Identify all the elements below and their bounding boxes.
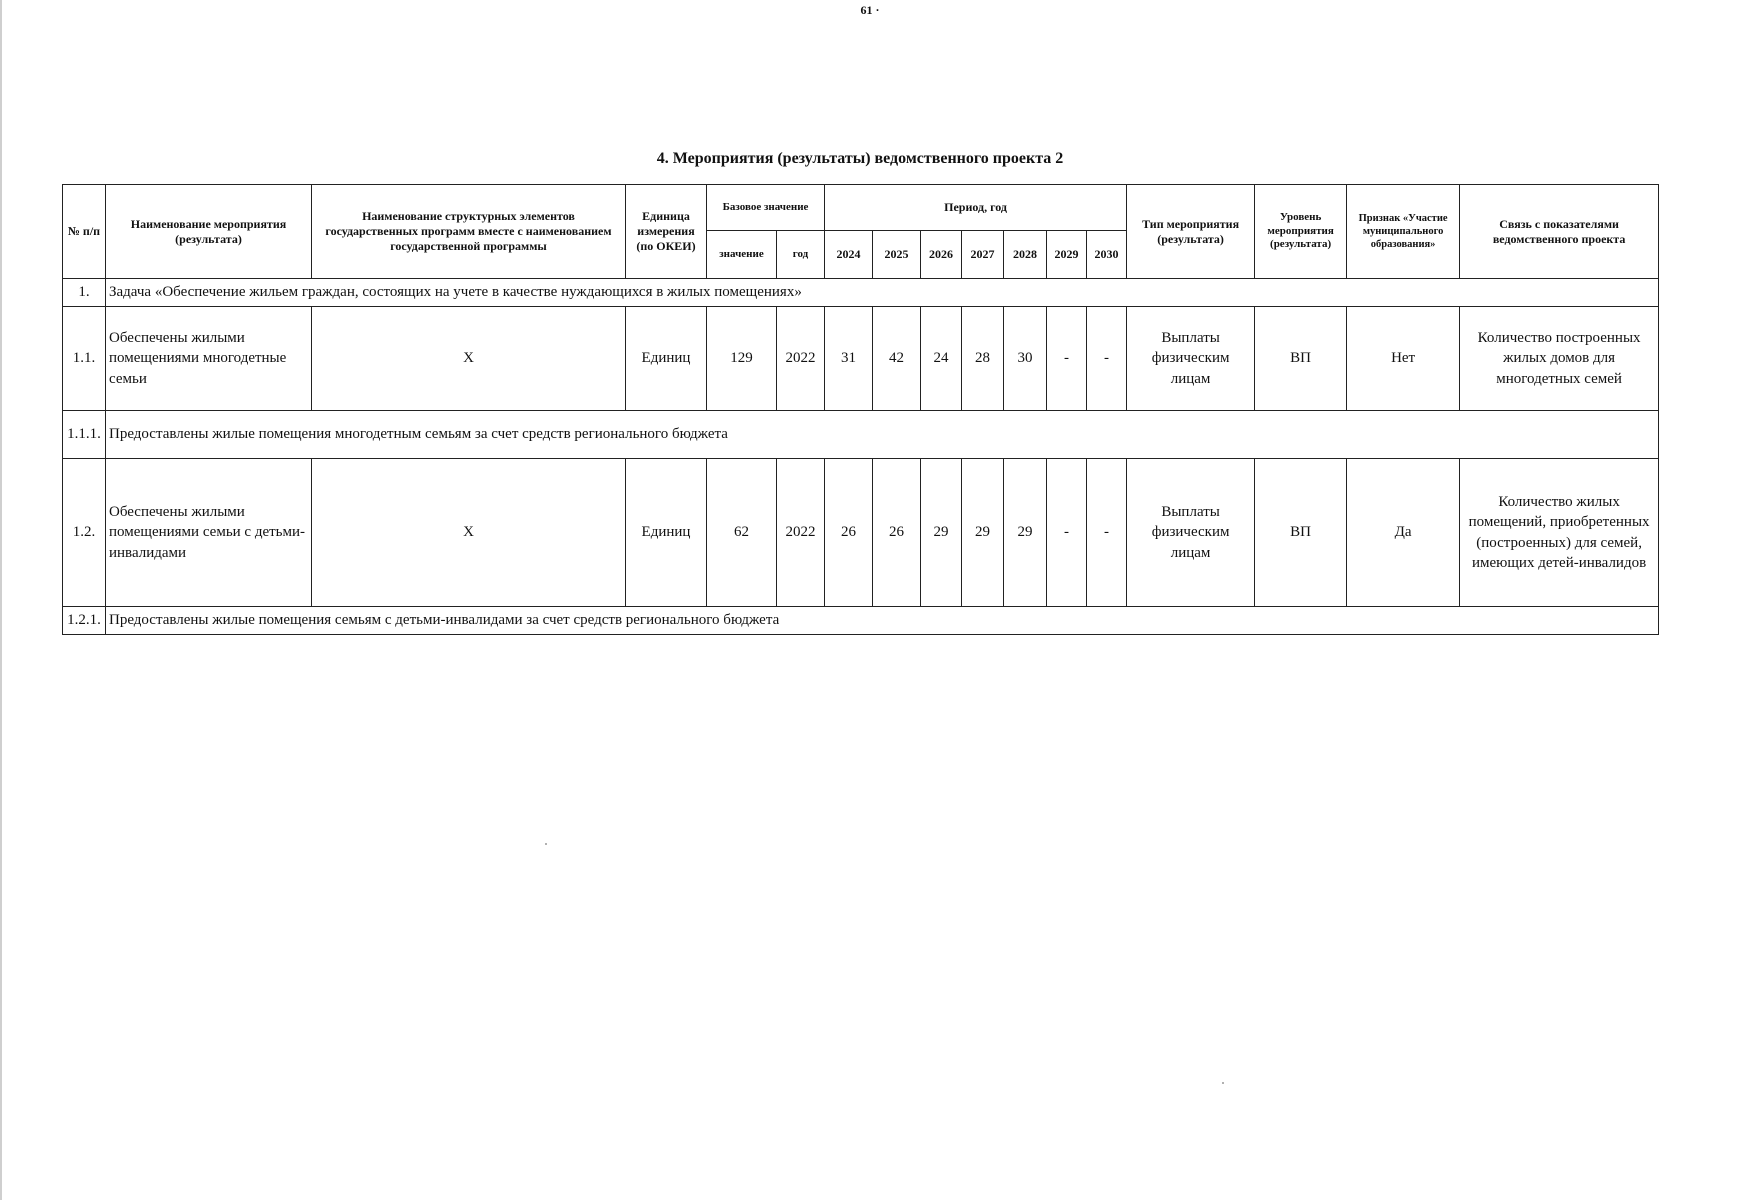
header-year-2027: 2027 (962, 231, 1004, 279)
table-row (63, 459, 1659, 607)
subtask-text: Предоставлены жилые помещения многодетным семьям за счет средств регионального бюджета (106, 411, 1659, 459)
row-municipal: Да (1347, 459, 1460, 607)
header-base: Базовое значение (707, 185, 825, 231)
table-row (63, 307, 1659, 411)
row-link: Количество построенных жилых домов для многодетных семей (1460, 307, 1659, 411)
row-base-value: 62 (707, 459, 777, 607)
header-level: Уровень мероприятия (результата) (1255, 185, 1347, 279)
header-base-year: год (777, 231, 825, 279)
row-unit: Единиц (626, 307, 707, 411)
row-level: ВП (1255, 307, 1347, 411)
row-name: Обеспечены жилыми помещениями семьи с детьми-инвалидами (106, 459, 312, 607)
row-value-2030: - (1087, 307, 1127, 411)
header-year-2024: 2024 (825, 231, 873, 279)
subtask-num: 1.1.1. (63, 411, 106, 459)
header-struct: Наименование структурных элементов государственных программ вместе с наименованием государственной программы (312, 185, 626, 279)
scan-left-edge (0, 0, 2, 1200)
row-value-2025: 26 (873, 459, 921, 607)
header-link: Связь с показателями ведомственного проекта (1460, 185, 1659, 279)
row-value-2028: 29 (1004, 459, 1047, 607)
row-municipal: Нет (1347, 307, 1460, 411)
header-base-value: значение (707, 231, 777, 279)
row-value-2029: - (1047, 459, 1087, 607)
subtask-text: Предоставлены жилые помещения семьям с детьми-инвалидами за счет средств регионального бюджета (106, 607, 1659, 635)
subtask-num: 1.2.1. (63, 607, 106, 635)
subtask-row (63, 607, 1659, 635)
row-value-2026: 24 (921, 307, 962, 411)
header-name: Наименование мероприятия (результата) (106, 185, 312, 279)
header-municipal: Признак «Участие муниципального образования» (1347, 185, 1460, 279)
row-value-2030: - (1087, 459, 1127, 607)
header-year-2030: 2030 (1087, 231, 1127, 279)
header-row-1 (63, 185, 1659, 231)
header-year-2025: 2025 (873, 231, 921, 279)
row-name: Обеспечены жилыми помещениями многодетные семьи (106, 307, 312, 411)
row-value-2029: - (1047, 307, 1087, 411)
row-base-value: 129 (707, 307, 777, 411)
row-value-2028: 30 (1004, 307, 1047, 411)
row-type: Выплаты физическим лицам (1127, 307, 1255, 411)
row-value-2024: 26 (825, 459, 873, 607)
row-link: Количество жилых помещений, приобретенных (построенных) для семей, имеющих детей-инвалидов (1460, 459, 1659, 607)
header-type: Тип мероприятия (результата) (1127, 185, 1255, 279)
row-type: Выплаты физическим лицам (1127, 459, 1255, 607)
row-base-year: 2022 (777, 307, 825, 411)
row-unit: Единиц (626, 459, 707, 607)
scan-speck (545, 843, 547, 845)
page-number: 61 · (860, 3, 880, 17)
header-unit: Единица измерения (по ОКЕИ) (626, 185, 707, 279)
document-title: 4. Мероприятия (результаты) ведомственного проекта 2 (656, 150, 1064, 167)
task-num: 1. (63, 279, 106, 307)
header-num: № п/п (63, 185, 106, 279)
row-value-2026: 29 (921, 459, 962, 607)
task-text: Задача «Обеспечение жильем граждан, состоящих на учете в качестве нуждающихся в жилых помещениях» (106, 279, 1659, 307)
row-value-2027: 28 (962, 307, 1004, 411)
row-level: ВП (1255, 459, 1347, 607)
scan-speck (1222, 1082, 1224, 1084)
row-value-2025: 42 (873, 307, 921, 411)
header-year-2026: 2026 (921, 231, 962, 279)
events-table (62, 184, 1659, 635)
row-num: 1.2. (63, 459, 106, 607)
header-year-2028: 2028 (1004, 231, 1047, 279)
row-value-2027: 29 (962, 459, 1004, 607)
task-row (63, 279, 1659, 307)
row-num: 1.1. (63, 307, 106, 411)
header-year-2029: 2029 (1047, 231, 1087, 279)
row-struct: X (312, 459, 626, 607)
subtask-row (63, 411, 1659, 459)
row-base-year: 2022 (777, 459, 825, 607)
header-period: Период, год (825, 185, 1127, 231)
row-value-2024: 31 (825, 307, 873, 411)
row-struct: X (312, 307, 626, 411)
